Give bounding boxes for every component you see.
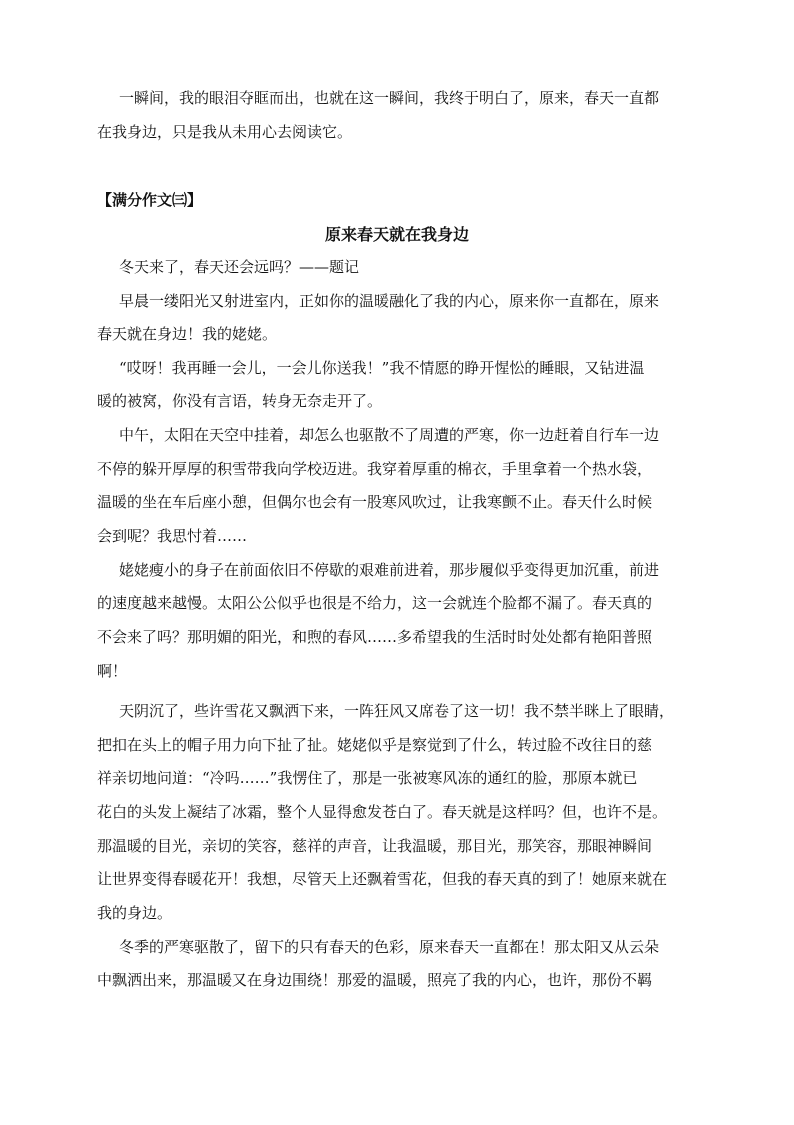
paragraph-line: 不会来了吗？那明媚的阳光，和煦的春风……多希望我的生活时时处处都有艳阳普照 — [97, 628, 653, 646]
paragraph-line: 祥亲切地问道：“冷吗……”我愣住了，那是一张被寒风冻的通红的脸，那原本就已 — [97, 769, 638, 787]
paragraph-line: 温暖的坐在车后座小憩，但偶尔也会有一股寒风吹过，让我寒颤不止。春天什么时候 — [97, 493, 653, 511]
paragraph-line: 的速度越来越慢。太阳公公似乎也很是不给力，这一会就连个脸都不漏了。春天真的 — [97, 594, 653, 612]
paragraph-line: 天阴沉了，些许雪花又飘洒下来，一阵狂风又席卷了这一切！我不禁半眯上了眼睛， — [119, 702, 675, 720]
paragraph-line: 冬季的严寒驱散了，留下的只有春天的色彩，原来春天一直都在！那太阳又从云朵 — [119, 938, 660, 956]
paragraph-line: 让世界变得春暖花开！我想，尽管天上还飘着雪花，但我的春天真的到了！她原来就在 — [97, 870, 668, 888]
paragraph-line: 冬天来了，春天还会远吗？——题记 — [119, 258, 360, 276]
essay-title: 原来春天就在我身边 — [324, 225, 469, 244]
intro-line: 一瞬间，我的眼泪夺眶而出，也就在这一瞬间，我终于明白了，原来，春天一直都 — [119, 89, 660, 107]
intro-line: 在我身边，只是我从未用心去阅读它。 — [97, 123, 353, 141]
paragraph-line: 花白的头发上凝结了冰霜，整个人显得愈发苍白了。春天就是这样吗？但，也许不是。 — [97, 803, 668, 821]
paragraph-line: 姥姥瘦小的身子在前面依旧不停歇的艰难前进着，那步履似乎变得更加沉重，前进 — [119, 561, 660, 579]
paragraph-line: 不停的躲开厚厚的积雪带我向学校迈进。我穿着厚重的棉衣，手里拿着一个热水袋， — [97, 460, 653, 478]
paragraph-line: 春天就在身边！我的姥姥。 — [97, 325, 278, 343]
paragraph-line: 会到呢？我思忖着…… — [97, 527, 248, 545]
paragraph-line: 把扣在头上的帽子用力向下扯了扯。姥姥似乎是察觉到了什么，转过脸不改往日的慈 — [97, 736, 653, 754]
section-header: 【满分作文㈢】 — [97, 191, 203, 209]
paragraph-line: 中飘洒出来，那温暖又在身边围绕！那爱的温暖，照亮了我的内心，也许，那份不羁 — [97, 971, 653, 989]
paragraph-line: 早晨一缕阳光又射进室内，正如你的温暖融化了我的内心，原来你一直都在，原来 — [119, 292, 660, 310]
paragraph-line: 中午，太阳在天空中挂着，却怎么也驱散不了周遭的严寒，你一边赶着自行车一边 — [119, 426, 660, 444]
paragraph-line: 我的身边。 — [97, 904, 173, 922]
paragraph-line: 暖的被窝，你没有言语，转身无奈走开了。 — [97, 392, 383, 410]
paragraph-line: 啊！ — [97, 662, 128, 680]
paragraph-line: 那温暖的目光，亲切的笑容，慈祥的声音，让我温暖，那目光，那笑容，那眼神瞬间 — [97, 837, 653, 855]
paragraph-line: “哎呀！我再睡一会儿，一会儿你送我！”我不情愿的睁开惺忪的睡眼，又钻进温 — [119, 359, 645, 377]
